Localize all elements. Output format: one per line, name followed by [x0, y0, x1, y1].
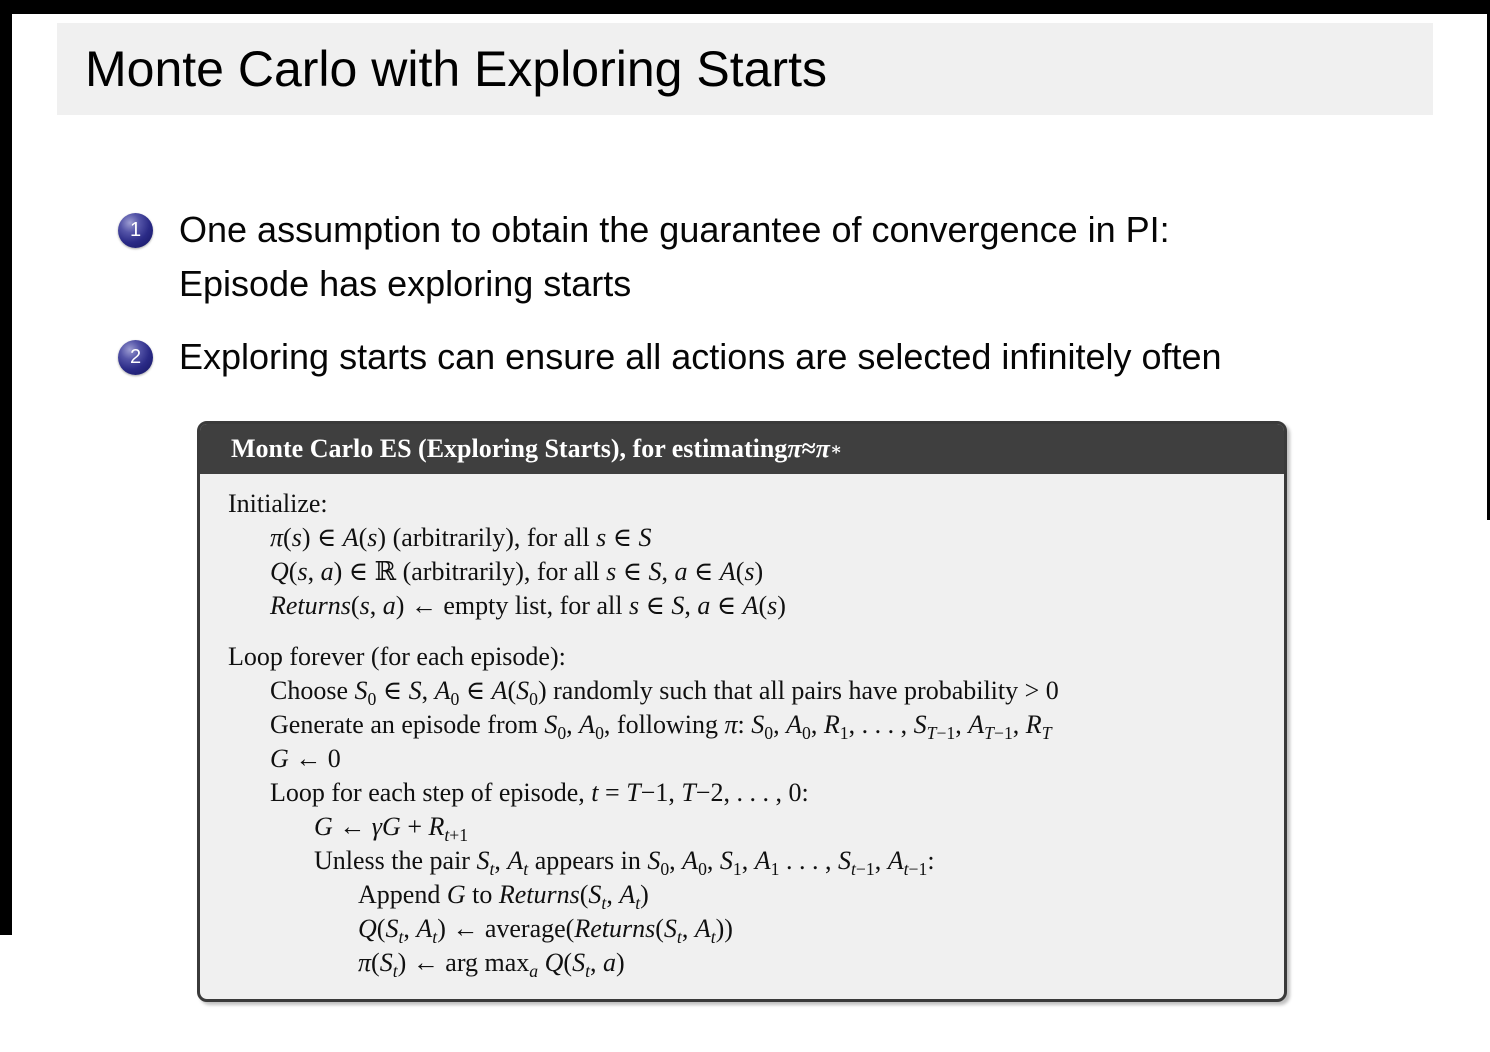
bullet-text-line: Episode has exploring starts: [179, 263, 632, 304]
algorithm-line: Loop forever (for each episode):: [228, 642, 566, 671]
bullet-number: 2: [129, 346, 142, 368]
algorithm-body: [200, 474, 1284, 994]
algorithm-line: Choose $S_0$ ∈ S, $A_0$ ∈ $A(S_0)$ randomly such that all pairs have probability > 0: [270, 676, 1059, 710]
algorithm-line: π(s) ∈ A(s) (arbitrarily), for all s ∈ S: [270, 523, 652, 552]
frame-left: [0, 0, 12, 935]
page-title: Monte Carlo with Exploring Starts: [85, 41, 827, 97]
bullet-number: 1: [129, 219, 142, 241]
algorithm-line: $\pi(S_t)$ ← arg $\max_a Q(S_t$, a): [358, 948, 625, 982]
algorithm-box-title: Monte Carlo ES (Exploring Starts), for estimating π ≈ π ∗: [200, 424, 1284, 474]
bullet-text-line: Exploring starts can ensure all actions are selected infinitely often: [179, 336, 1222, 377]
slide-title-bar: [57, 23, 1433, 115]
bullet-text: [179, 330, 1222, 384]
bullet-item: [118, 330, 1418, 384]
bullet-text: [179, 203, 1170, 311]
bullet-number-ball: [118, 340, 153, 375]
algorithm-line: G ← 0: [270, 744, 341, 773]
algorithm-line: Initialize:: [228, 489, 328, 518]
algorithm-line: Append G to $Returns(S_t$, $A_t$): [358, 880, 649, 914]
algorithm-line: Generate an episode from $S_0$, $A_0$, following π: $S_0$, $A_0$, $R_1$, . . . , $S_{T-1}$, $A_{T-1}$, $R_T$: [270, 710, 1052, 744]
algorithm-line: Q(s, a) ∈ ℝ (arbitrarily), for all s ∈ S, a ∈ A(s): [270, 557, 764, 586]
algorithm-line: Loop for each step of episode, t = T−1, T−2, . . . , 0:: [270, 778, 809, 807]
algorithm-line: G ← $\gamma G + R_{t+1}$: [314, 812, 469, 846]
algorithm-line: Unless the pair $S_t$, $A_t$ appears in $S_0$, $A_0$, $S_1$, $A_1$ . . . , $S_{t-1}$, $A_{t-1}$:: [314, 846, 935, 880]
bullet-number-ball: [118, 213, 153, 248]
bullet-text-line: One assumption to obtain the guarantee of convergence in PI:: [179, 209, 1170, 250]
frame-top: [0, 0, 1490, 14]
algorithm-box: [197, 421, 1287, 1002]
bullet-list: [118, 203, 1418, 384]
algorithm-line: Returns(s, a) ← empty list, for all s ∈ S, a ∈ A(s): [270, 591, 786, 620]
bullet-item: [118, 203, 1418, 311]
algorithm-line: $Q(S_t$, $A_t$) ← $average(Returns(S_t$, $A_t$)): [358, 914, 733, 948]
